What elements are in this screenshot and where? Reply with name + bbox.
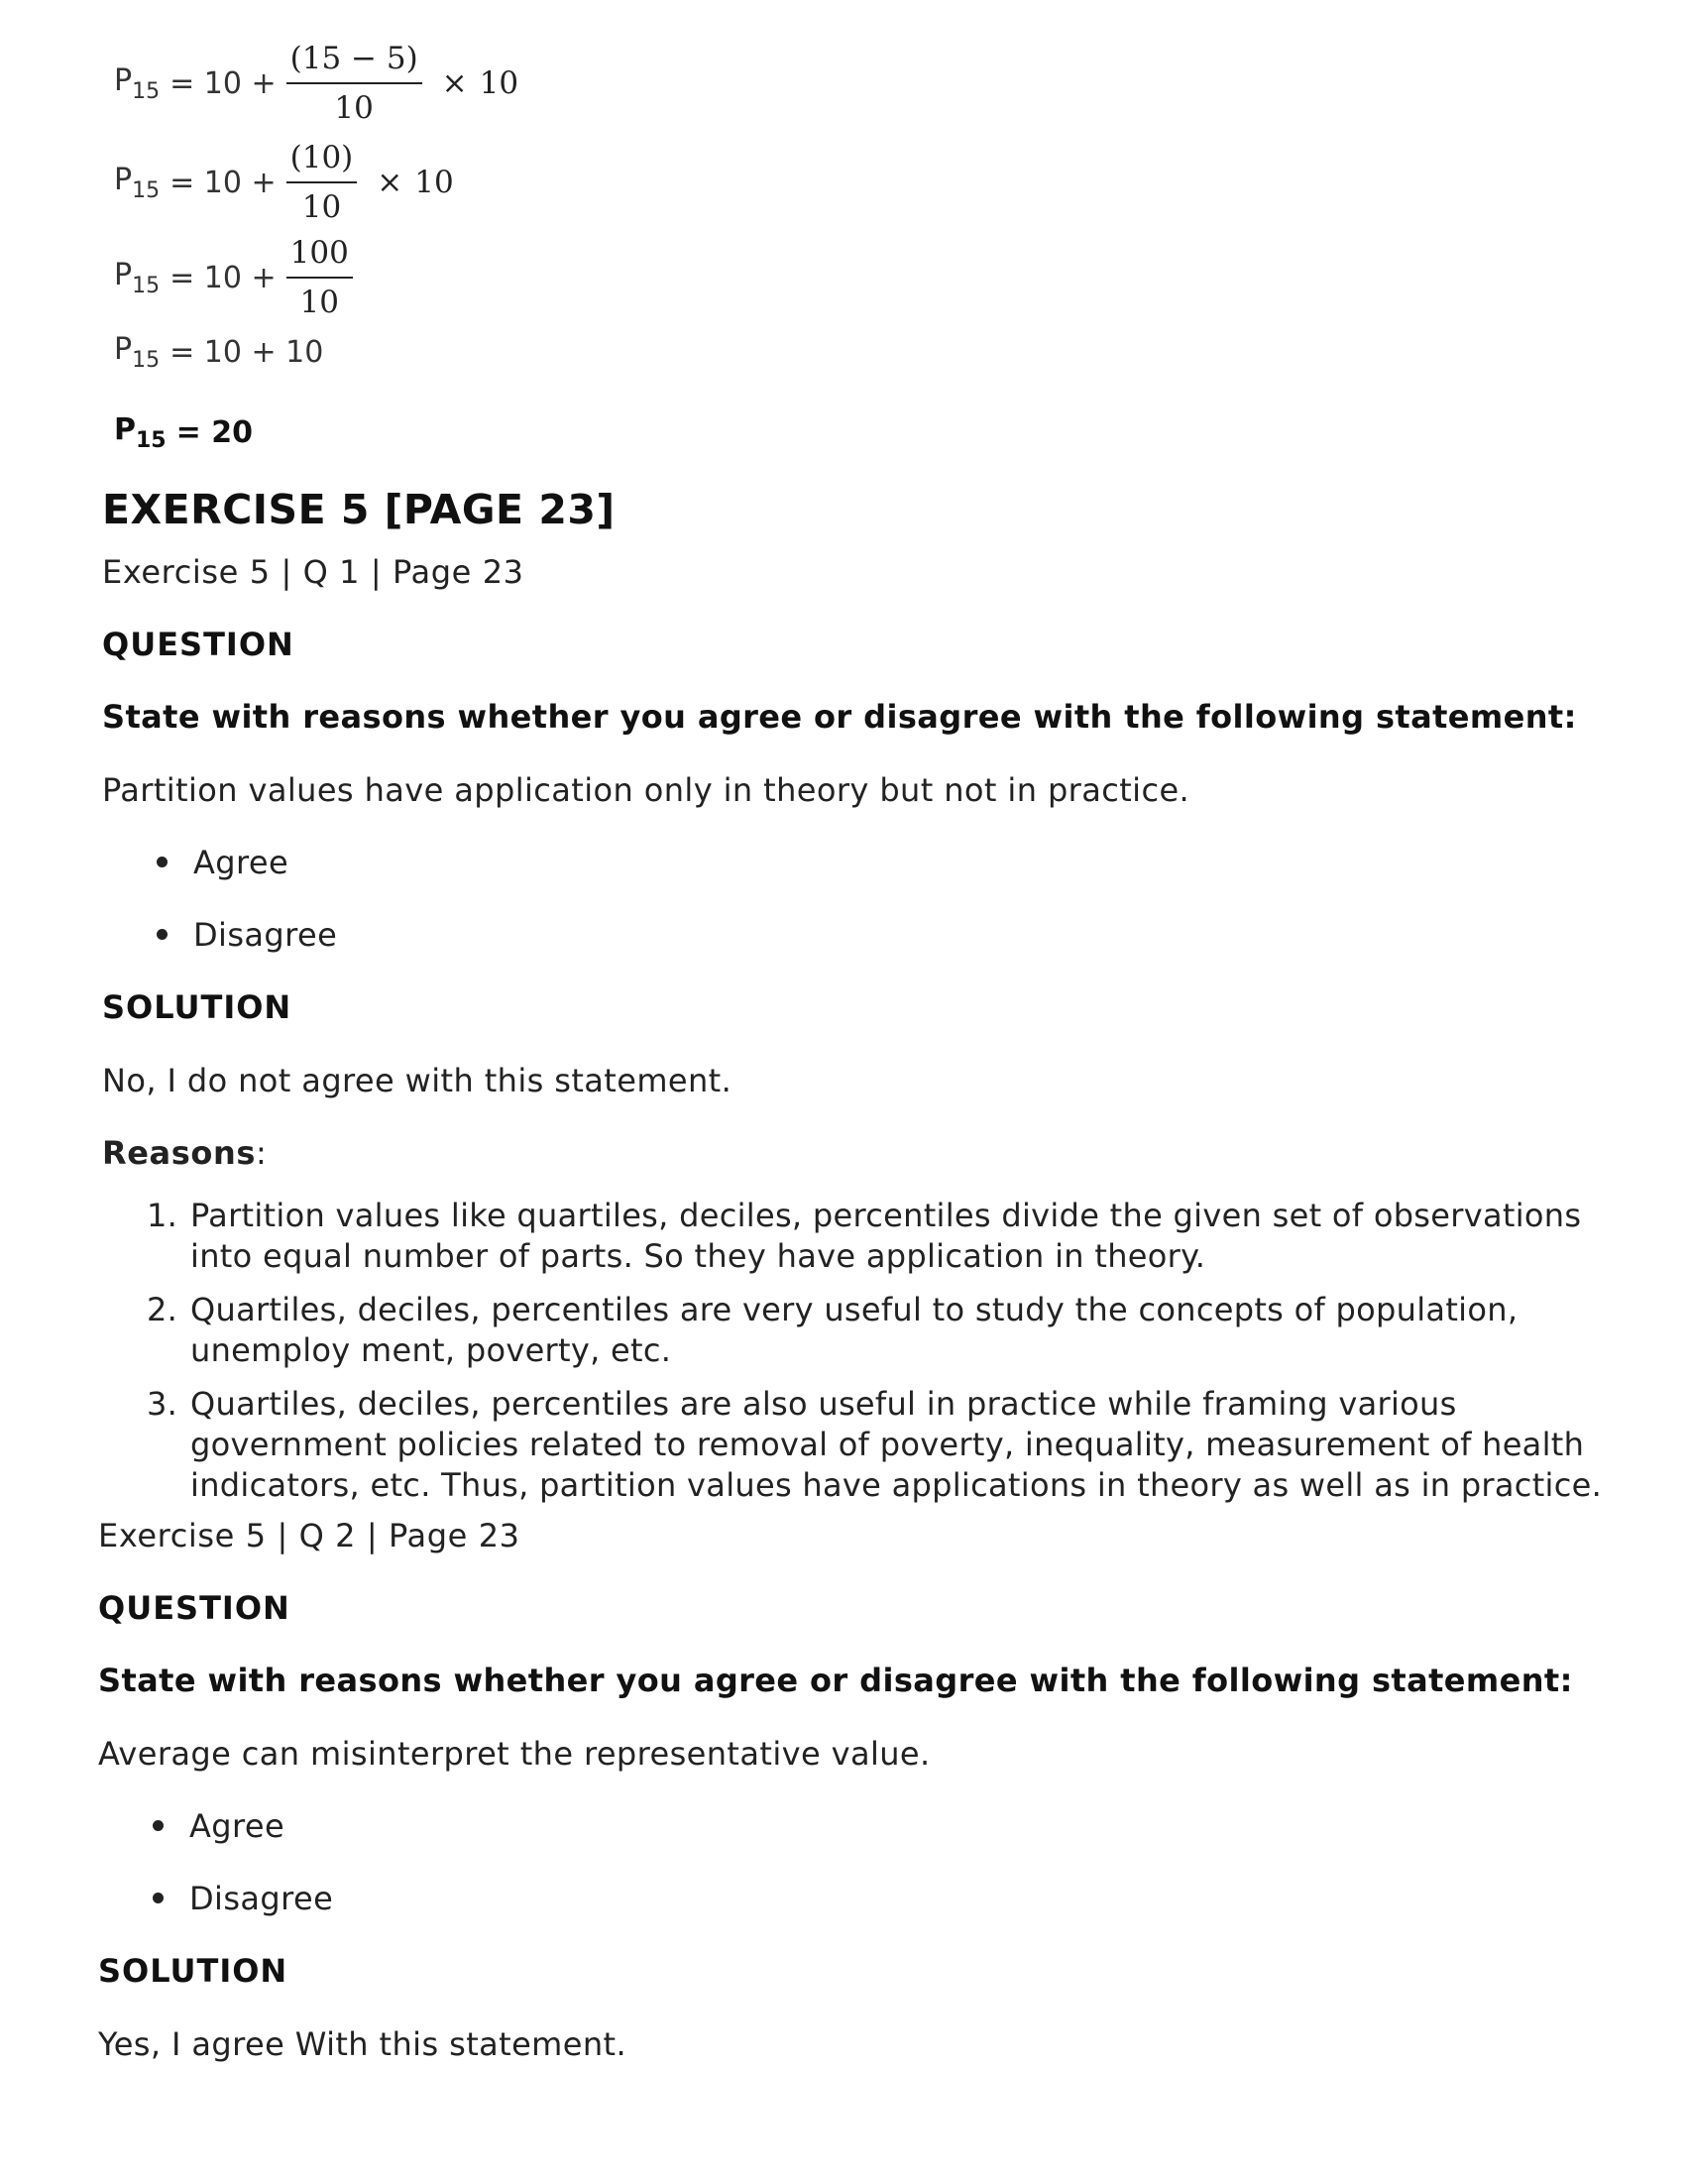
equation-operator: = 10 + <box>169 65 277 101</box>
statement-text: Average can misinterpret the representative value. <box>98 1735 931 1773</box>
list-item: 1. Partition values like quartiles, deciles, percentiles divide the given set of observations into equal number of parts. So they have application in theory. <box>147 1197 1582 1275</box>
solution-answer: No, I do not agree with this statement. <box>102 1062 732 1099</box>
equation-lhs: $P_{15}$ <box>114 162 161 203</box>
question-reference: Exercise 5 | Q 1 | Page 23 <box>102 553 524 591</box>
bullet-icon <box>157 929 168 940</box>
bullet-icon <box>153 1893 164 1903</box>
question-label: QUESTION <box>102 626 294 663</box>
fraction <box>286 136 358 229</box>
equation-line-3 <box>114 235 359 320</box>
fraction-denominator: 10 <box>299 285 339 320</box>
multiplier: × 10 <box>377 165 454 200</box>
equation-result <box>114 402 257 462</box>
option-disagree: Disagree <box>157 916 337 954</box>
equation-line-1 <box>114 41 519 126</box>
option-agree: Agree <box>157 844 288 881</box>
statement-prompt: State with reasons whether you agree or disagree with the following statement: <box>102 698 1577 736</box>
equation-line-2 <box>114 140 454 225</box>
equation-operator: = 10 + 10 <box>169 334 324 370</box>
fraction-numerator: 100 <box>286 231 353 279</box>
question-reference: Exercise 5 | Q 2 | Page 23 <box>98 1517 520 1554</box>
equation-operator: = 10 + <box>169 260 277 295</box>
bullet-icon <box>153 1820 164 1831</box>
statement-text: Partition values have application only in theory but not in practice. <box>102 771 1190 809</box>
equation-lhs: $P_{15}$ <box>114 411 167 453</box>
fraction <box>286 231 353 324</box>
equation-operator: = 10 + <box>169 165 277 200</box>
solution-label: SOLUTION <box>102 988 292 1026</box>
reasons-heading: Reasons: <box>102 1134 268 1172</box>
list-item: 2. Quartiles, deciles, percentiles are very useful to study the concepts of population, unemploy ment, poverty, etc. <box>147 1291 1519 1369</box>
list-item: 3. Quartiles, deciles, percentiles are also useful in practice while framing various government policies related to removal of poverty, inequality, measurement of health indicators, etc. Thus, partition values have applications in theory as well as in practice. <box>147 1385 1603 1504</box>
solution-answer: Yes, I agree With this statement. <box>98 2025 627 2063</box>
fraction-denominator: 10 <box>334 90 374 126</box>
reasons-list <box>147 1196 1604 1519</box>
equation-lhs: $P_{15}$ <box>114 62 161 104</box>
bullet-icon <box>157 857 168 867</box>
equation-line-4 <box>114 322 327 382</box>
fraction <box>286 37 422 130</box>
question-label: QUESTION <box>98 1589 290 1627</box>
fraction-denominator: 10 <box>301 189 342 225</box>
solution-label: SOLUTION <box>98 1952 288 1990</box>
statement-prompt: State with reasons whether you agree or disagree with the following statement: <box>98 1662 1573 1699</box>
option-agree: Agree <box>153 1807 284 1845</box>
multiplier: × 10 <box>441 65 519 101</box>
exercise-heading: EXERCISE 5 [PAGE 23] <box>102 486 616 533</box>
option-disagree: Disagree <box>153 1880 333 1917</box>
equation-lhs: $P_{15}$ <box>114 331 161 373</box>
fraction-numerator: (15 − 5) <box>286 37 422 84</box>
equation-lhs: $P_{15}$ <box>114 257 161 298</box>
equation-operator: = 20 <box>175 414 253 450</box>
fraction-numerator: (10) <box>286 136 358 183</box>
